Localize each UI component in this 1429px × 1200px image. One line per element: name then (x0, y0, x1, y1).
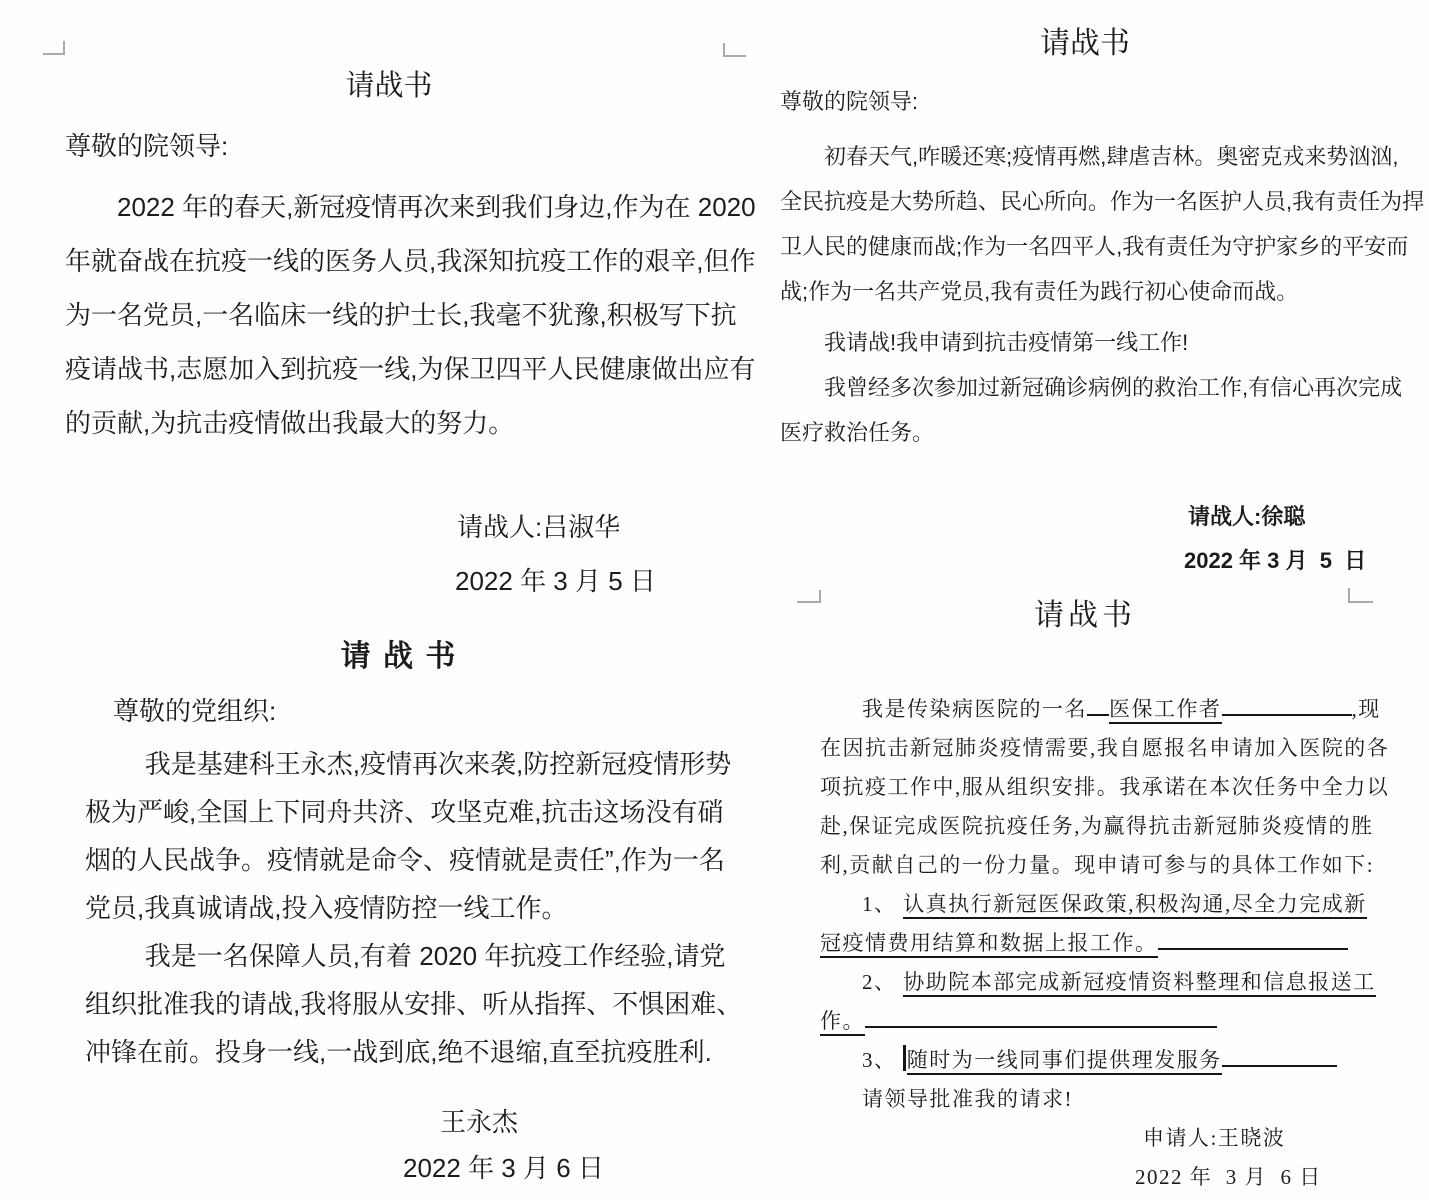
text-boundary-crop-mark-page2-top-right (1348, 588, 1373, 603)
underlined-text: 认真执行新冠医保政策,积极沟通,尽全力完成新 (903, 892, 1367, 919)
underline-blank (1222, 1064, 1337, 1067)
greeting-line: 尊敬的党组织: (113, 696, 277, 726)
underlined-text: 协助院本部完成新冠疫情资料整理和信息报送工 (903, 970, 1376, 997)
greeting-line: 尊敬的院领导: (780, 89, 919, 114)
underline-blank (1222, 713, 1352, 716)
body-line: 卫人民的健康而战;作为一名四平人,我有责任为守护家乡的平安而 (780, 234, 1409, 259)
body-line: 党员,我真诚请战,投入疫情防控一线工作。 (85, 893, 568, 923)
body-line: 我请战!我申请到抗击疫情第一线工作! (824, 330, 1189, 355)
body-line: 在因抗击新冠肺炎疫情需要,我自愿报名申请加入医院的各 (820, 736, 1390, 760)
letter-left-bottom[interactable] (85, 634, 743, 1188)
body-line: 我曾经多次参加过新冠确诊病例的救治工作,有信心再次完成 (824, 375, 1403, 400)
body-line: 我是基建科王永杰,疫情再次来袭,防控新冠疫情形势 (144, 749, 732, 779)
text-run: 1、 (862, 892, 904, 916)
numbered-item-line (820, 885, 1367, 924)
body-line: 全民抗疫是大势所趋、民心所向。作为一名医护人员,我有责任为捍 (780, 189, 1425, 214)
body-line: 利,贡献自己的一份力量。现申请可参与的具体工作如下: (820, 853, 1375, 877)
letter-title: 请战书 (345, 70, 433, 102)
text-run: 我是传染病医院的一名 (862, 697, 1087, 721)
body-line: 2022 年的春天,新冠疫情再次来到我们身边,作为在 2020 (117, 192, 756, 222)
greeting-line: 尊敬的院领导: (65, 131, 229, 161)
underline-blank (1087, 713, 1109, 716)
body-line: 初春天气,咋暖还寒;疫情再燃,肆虐吉林。奥密克戎来势汹汹, (824, 144, 1399, 169)
letter-left-top[interactable] (65, 66, 756, 603)
letter-body (85, 690, 743, 1188)
letter-title: 请 战 书 (340, 640, 458, 673)
letter-title: 请战书 (1040, 27, 1130, 60)
body-line (820, 690, 1381, 729)
body-line: 组织批准我的请战,我将服从安排、听从指挥、不惧困难、 (85, 989, 743, 1019)
letter-body (65, 124, 756, 603)
signature-line: 请战人:吕淑华 (457, 512, 621, 542)
body-line: 战;作为一名共产党员,我有责任为践行初心使命而战。 (780, 279, 1299, 304)
body-line: 年就奋战在抗疫一线的医务人员,我深知抗疫工作的艰辛,但作 (65, 246, 756, 276)
underlined-text: 作。 (820, 1009, 865, 1036)
date-line: 2022 年 3 月 5 日 (455, 566, 656, 596)
body-line: 的贡献,为抗击疫情做出我最大的努力。 (65, 408, 515, 438)
letter-title: 请战书 (1034, 599, 1136, 632)
text-boundary-crop-mark-top-left (43, 41, 65, 55)
numbered-item-line (820, 1041, 1350, 1080)
date-line: 2022 年 3 月 6 日 (1135, 1165, 1322, 1189)
numbered-item-line (820, 963, 1376, 1002)
letter-body (820, 690, 1390, 1197)
numbered-item-line (820, 1002, 1350, 1041)
signature-line: 申请人:王晓波 (1143, 1126, 1286, 1150)
text-run: ,现 (1351, 697, 1381, 721)
letter-body (780, 82, 1425, 581)
underline-blank (865, 1025, 1217, 1028)
body-line: 赴,保证完成医院抗疫任务,为赢得抗击新冠肺炎疫情的胜 (820, 814, 1374, 838)
numbered-item-line (820, 924, 1350, 963)
body-line: 疫请战书,志愿加入到抗疫一线,为保卫四平人民健康做出应有 (65, 354, 756, 384)
signature-line: 王永杰 (440, 1107, 519, 1137)
text-run: 2、 (862, 970, 904, 994)
letter-right-top[interactable] (780, 22, 1425, 581)
date-line: 2022 年 3 月 5 日 (1184, 548, 1367, 573)
body-line: 医疗救治任务。 (780, 420, 935, 445)
underline-blank (1158, 947, 1348, 950)
underlined-text: 冠疫情费用结算和数据上报工作。 (820, 931, 1158, 958)
signature-line: 请战人:徐聪 (1188, 504, 1306, 529)
body-line: 极为严峻,全国上下同舟共济、攻坚克难,抗击这场没有硝 (85, 797, 724, 827)
date-line: 2022 年 3 月 6 日 (403, 1153, 604, 1183)
text-boundary-crop-mark-top-right (723, 43, 746, 57)
letter-right-bottom[interactable] (820, 596, 1390, 1197)
text-run: 3、 (862, 1048, 904, 1072)
text-boundary-crop-mark-page2-top-left (797, 590, 821, 603)
body-line: 为一名党员,一名临床一线的护士长,我毫不犹豫,积极写下抗 (65, 300, 737, 330)
body-line: 冲锋在前。投身一线,一战到底,绝不退缩,直至抗疫胜利. (85, 1037, 712, 1067)
body-line: 项抗疫工作中,服从组织安排。我承诺在本次任务中全力以 (820, 775, 1390, 799)
underlined-text: 医保工作者 (1109, 697, 1222, 724)
text-cursor (903, 1045, 906, 1071)
body-line: 我是一名保障人员,有着 2020 年抗疫工作经验,请党 (144, 941, 726, 971)
body-line: 烟的人民战争。疫情就是命令、疫情就是责任”,作为一名 (85, 845, 725, 875)
body-line: 请领导批准我的请求! (862, 1087, 1073, 1111)
underlined-text: 随时为一线同事们提供理发服务 (907, 1048, 1222, 1075)
